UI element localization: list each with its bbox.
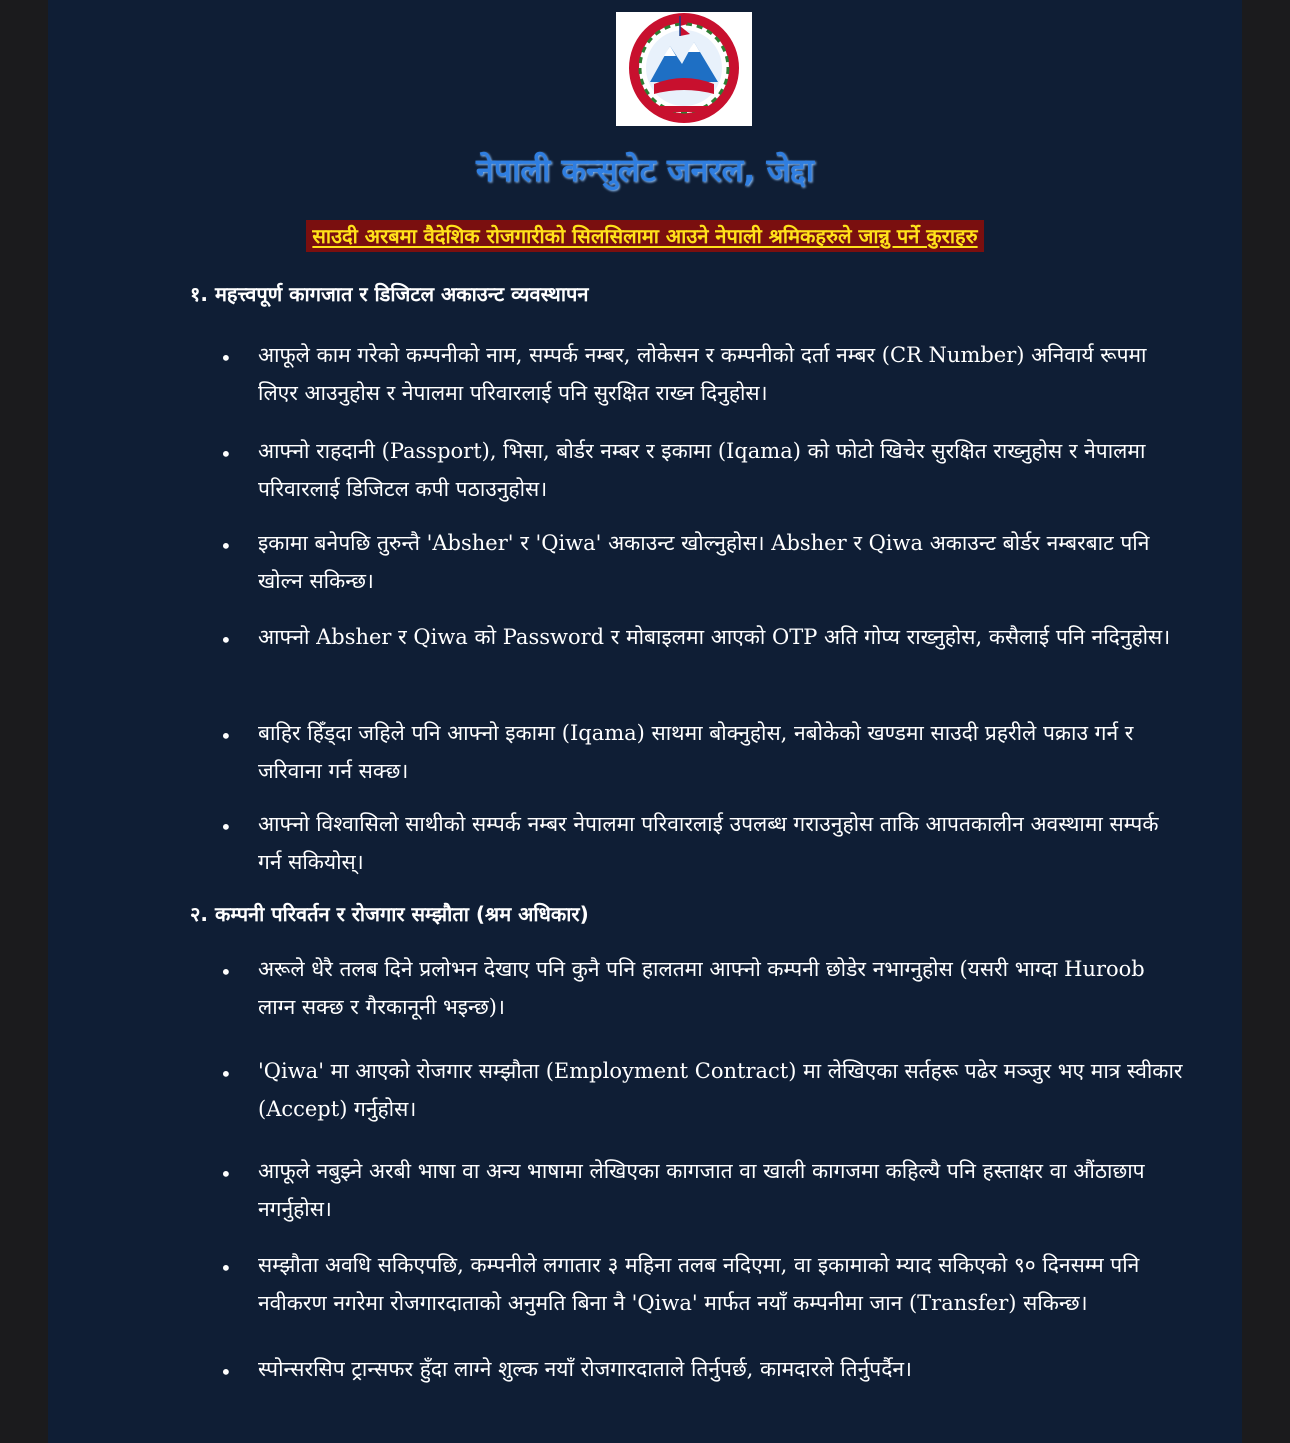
section-heading-labour-rights: २. कम्पनी परिवर्तन र रोजगार सम्झौता (श्रम अधिकार) xyxy=(190,902,589,926)
subtitle-banner-container xyxy=(48,220,1242,252)
list-item: आफ्नो राहदानी (Passport), भिसा, बोर्डर नम्बर र इकामा (Iqama) को फोटो खिचेर सुरक्षित राख्नुहोस र नेपालमा परिवारलाई डिजिटल कपी पठाउनुहोस। xyxy=(258,439,1146,501)
list-item: इकामा बनेपछि तुरुन्तै 'Absher' र 'Qiwa' अकाउन्ट खोल्नुहोस। Absher र Qiwa अकाउन्ट बोर्डर नम्बरबाट पनि खोल्न सकिन्छ। xyxy=(258,531,1150,593)
list-item: आफ्नो विश्वासिलो साथीको सम्पर्क नम्बर नेपालमा परिवारलाई उपलब्ध गराउनुहोस ताकि आपतकालीन अवस्थामा सम्पर्क गर्न सकियोस्। xyxy=(258,812,1159,874)
nepal-government-emblem-icon xyxy=(616,12,752,126)
bullet-icon: • xyxy=(220,1360,232,1384)
bullet-icon: • xyxy=(220,724,232,748)
page-title: नेपाली कन्सुलेट जनरल, जेद्दा xyxy=(476,151,814,189)
bullet-icon: • xyxy=(220,1162,232,1186)
bullet-icon: • xyxy=(220,346,232,370)
list-item: आफूले काम गरेको कम्पनीको नाम, सम्पर्क नम्बर, लोकेसन र कम्पनीको दर्ता नम्बर (CR Number) अनिवार्य रूपमा लिएर आउनुहोस र नेपालमा परिवारलाई पनि सुरक्षित राख्न दिनुहोस। xyxy=(258,343,1147,405)
list-item: बाहिर हिँड्दा जहिले पनि आफ्नो इकामा (Iqama) साथमा बोक्नुहोस, नबोकेको खण्डमा साउदी प्रहरीले पक्राउ गर्न र जरिवाना गर्न सक्छ। xyxy=(258,721,1134,783)
list-item: आफूले नबुझ्ने अरबी भाषा वा अन्य भाषामा लेखिएका कागजात वा खाली कागजमा कहिल्यै पनि हस्ताक्षर वा औंठाछाप नगर्नुहोस। xyxy=(258,1159,1145,1221)
list-item: 'Qiwa' मा आएको रोजगार सम्झौता (Employment Contract) मा लेखिएका सर्तहरू पढेर मञ्जुर भए मात्र स्वीकार (Accept) गर्नुहोस। xyxy=(258,1059,1183,1121)
bullet-icon: • xyxy=(220,534,232,558)
list-item: आफ्नो Absher र Qiwa को Password र मोबाइलमा आएको OTP अति गोप्य राख्नुहोस, कसैलाई पनि नदिनुहोस। xyxy=(258,625,1171,649)
bullet-icon: • xyxy=(220,442,232,466)
list-item: स्पोन्सरसिप ट्रान्सफर हुँदा लाग्ने शुल्क नयाँ रोजगारदाताले तिर्नुपर्छ, कामदारले तिर्नुपर्दैन। xyxy=(258,1357,912,1381)
section-heading-documents: १. महत्त्वपूर्ण कागजात र डिजिटल अकाउन्ट व्यवस्थापन xyxy=(190,282,589,306)
bullet-icon: • xyxy=(220,815,232,839)
list-item: सम्झौता अवधि सकिएपछि, कम्पनीले लगातार ३ महिना तलब नदिएमा, वा इकामाको म्याद सकिएको ९० दिनसम्म पनि नवीकरण नगरेमा रोजगारदाताको अनुमति बिना नै 'Qiwa' मार्फत नयाँ कम्पनीमा जान (Transfer) सकिन्छ। xyxy=(258,1253,1140,1315)
bullet-icon: • xyxy=(220,628,232,652)
bullet-icon: • xyxy=(220,1256,232,1280)
list-item: अरूले धेरै तलब दिने प्रलोभन देखाए पनि कुनै पनि हालतमा आफ्नो कम्पनी छोडेर नभाग्नुहोस (यसरी भाग्दा Huroob लाग्न सक्छ र गैरकानूनी भइन्छ)। xyxy=(258,957,1145,1019)
bullet-icon: • xyxy=(220,1062,232,1086)
bullet-icon: • xyxy=(220,960,232,984)
document-page xyxy=(48,0,1242,1443)
subtitle-banner: साउदी अरबमा वैदेशिक रोजगारीको सिलसिलामा आउने नेपाली श्रमिकहरुले जान्नु पर्ने कुराहरु xyxy=(306,220,983,252)
